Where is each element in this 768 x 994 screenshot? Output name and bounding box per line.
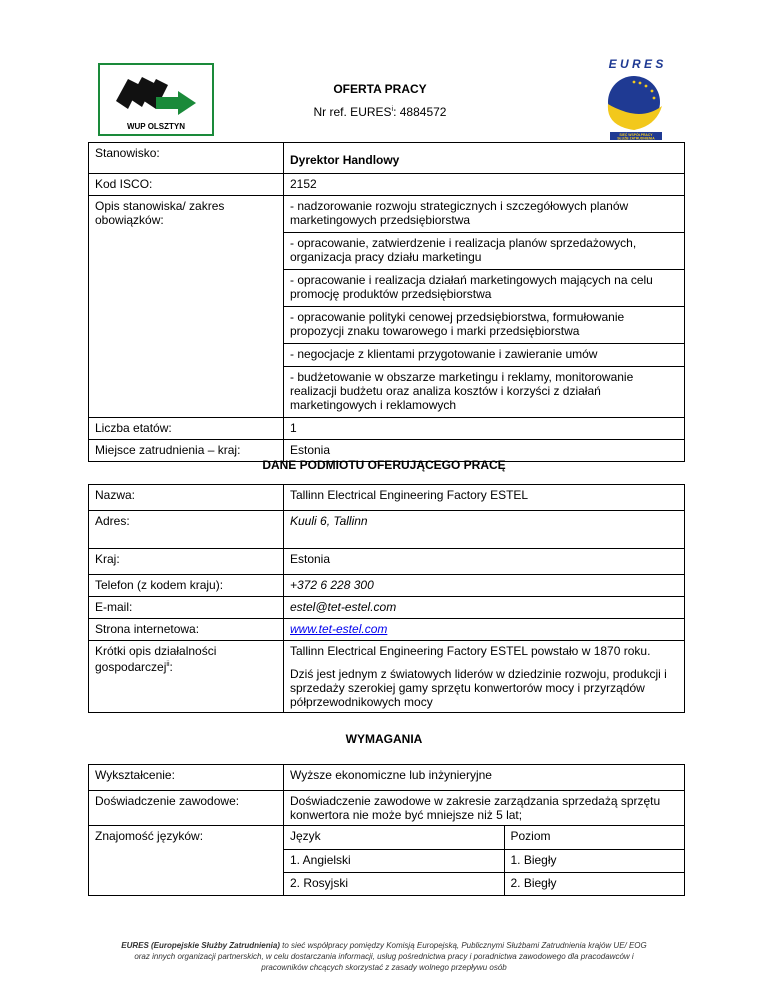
- duties-label: Opis stanowiska/ zakres obowiązków:: [89, 196, 284, 418]
- duty-item: - nadzorowanie rozwoju strategicznych i szczegółowych planów marketingowych przedsiębiorstwa: [284, 196, 684, 233]
- email-value: estel@tet-estel.com: [284, 597, 685, 619]
- employer-section-title: DANE PODMIOTU OFERUJĄCEGO PRACĘ: [262, 458, 506, 472]
- address-label: Adres:: [89, 511, 284, 549]
- duty-item: - opracowanie i realizacja działań marketingowych mających na celu promocję produktów przedsiębiorstwa: [284, 270, 684, 307]
- eures-sub-text: SIEĆ WSPÓŁPRACY: [619, 133, 653, 137]
- experience-value: Doświadczenie zawodowe w zakresie zarządzania sprzedażą sprzętu konwertora nie może być mniejsze niż 5 lat;: [284, 791, 685, 826]
- website-link[interactable]: www.tet-estel.com: [290, 622, 388, 636]
- language-name: 1. Angielski: [284, 849, 504, 872]
- requirements-section-title: WYMAGANIA: [345, 732, 423, 746]
- footer-note: [60, 940, 708, 973]
- education-label: Wykształcenie:: [89, 765, 284, 791]
- positions-value: 1: [284, 418, 685, 440]
- description-value: [284, 641, 685, 713]
- wup-olsztyn-logo: [98, 63, 214, 136]
- footer-bold: EURES (Europejskie Służby Zatrudnienia): [121, 941, 280, 950]
- address-value: Kuuli 6, Tallinn: [284, 511, 685, 549]
- eures-sub-text-2: SŁUŻB ZATRUDNIENIA: [617, 136, 655, 141]
- duty-item: - negocjacje z klientami przygotowanie i zawieranie umów: [284, 344, 684, 367]
- name-value: Tallinn Electrical Engineering Factory ESTEL: [284, 485, 685, 511]
- employer-table: [88, 484, 685, 713]
- footer-line3: pracowników chcących skorzystać z zasady wolnego przepływu osób: [261, 963, 507, 972]
- job-table: [88, 142, 685, 462]
- name-label: Nazwa:: [89, 485, 284, 511]
- cards-arrow-icon: [112, 71, 202, 121]
- language-level: 2. Biegły: [504, 872, 684, 895]
- location-value: Estonia: [284, 440, 685, 462]
- duty-item: - budżetowanie w obszarze marketingu i reklamy, monitorowanie realizacji budżetu oraz analiza kosztów i korzyści z działań marketingowych i reklamowych: [290, 370, 634, 412]
- logo-text: WUP OLSZTYN: [126, 122, 186, 131]
- position-value: Dyrektor Handlowy: [284, 143, 685, 174]
- duty-item: - opracowanie, zatwierdzenie i realizacja planów sprzedażowych, organizacja pracy działu marketingu: [284, 233, 684, 270]
- positions-label: Liczba etatów:: [89, 418, 284, 440]
- languages-table: [284, 826, 684, 895]
- reference-number: Nr ref. EURES$^i$: 4884572: [313, 105, 447, 119]
- languages-label: Znajomość języków:: [89, 826, 284, 896]
- eures-text: E U R E S: [608, 57, 664, 71]
- country-value: Estonia: [284, 549, 685, 575]
- lang-header-language: Język: [284, 826, 504, 849]
- description-label: Krótki opis działalności gospodarczej$^{ii}$:: [89, 641, 284, 713]
- footer-line2: oraz innych organizacji partnerskich, w celu dostarczania informacji, usług pośrednictwa pracy i poradnictwa zawodowego dla pracodawców i: [134, 952, 634, 961]
- footer-line1: to sieć współpracy pomiędzy Komisją Europejską, Publicznymi Służbami Zatrudnienia krajów UE/ EOG: [279, 941, 647, 950]
- language-level: 1. Biegły: [504, 849, 684, 872]
- education-value: Wyższe ekonomiczne lub inżynieryjne: [284, 765, 685, 791]
- phone-value: +372 6 228 300: [284, 575, 685, 597]
- isco-value: 2152: [284, 174, 685, 196]
- lang-header-level: Poziom: [504, 826, 684, 849]
- isco-label: Kod ISCO:: [89, 174, 284, 196]
- page-title: OFERTA PRACY: [333, 82, 427, 96]
- requirements-table: [88, 764, 685, 896]
- languages-cell: [284, 826, 685, 896]
- eures-logo: [596, 56, 676, 141]
- experience-label: Doświadczenie zawodowe:: [89, 791, 284, 826]
- position-label: Stanowisko:: [89, 143, 284, 174]
- language-name: 2. Rosyjski: [284, 872, 504, 895]
- email-label: E-mail:: [89, 597, 284, 619]
- web-label: Strona internetowa:: [89, 619, 284, 641]
- location-label: Miejsce zatrudnienia – kraj:: [89, 440, 284, 462]
- country-label: Kraj:: [89, 549, 284, 575]
- description-line: Tallinn Electrical Engineering Factory ESTEL powstało w 1870 roku.: [290, 644, 651, 658]
- duty-item: - opracowanie polityki cenowej przedsiębiorstwa, formułowanie propozycji znaku towarowego i marki przedsiębiorstwa: [284, 307, 684, 344]
- phone-label: Telefon (z kodem kraju):: [89, 575, 284, 597]
- description-line: Dziś jest jednym z światowych liderów w dziedzinie rozwoju, produkcji i sprzedaży szerokiej gamy sprzętu konwertorów mocy i przyrządów półprzewodnikowych mocy: [290, 667, 667, 709]
- duties-list: [284, 196, 685, 418]
